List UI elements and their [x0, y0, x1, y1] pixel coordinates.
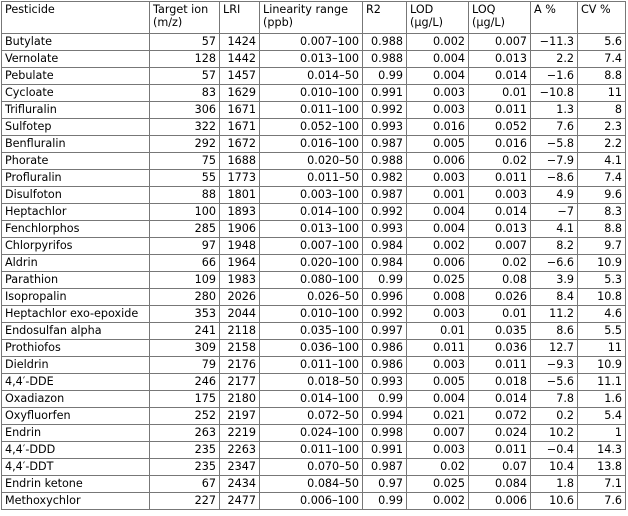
lri-cell: 2219: [220, 425, 260, 442]
r2-cell: 0.97: [363, 476, 407, 493]
target-ion-cell: 57: [150, 34, 220, 51]
lri-cell: 2180: [220, 391, 260, 408]
r2-cell: 0.984: [363, 255, 407, 272]
loq-cell: 0.035: [469, 323, 531, 340]
lri-cell: 1893: [220, 204, 260, 221]
lri-cell: 1801: [220, 187, 260, 204]
cv-percent-cell: 13.8: [578, 459, 626, 476]
r2-cell: 0.988: [363, 51, 407, 68]
loq-cell: 0.018: [469, 374, 531, 391]
loq-cell: 0.014: [469, 68, 531, 85]
a-percent-cell: 10.6: [531, 493, 578, 510]
cv-percent-cell: 5.4: [578, 408, 626, 425]
r2-cell: 0.982: [363, 170, 407, 187]
pesticide-cell: Disulfoton: [2, 187, 150, 204]
lod-cell: 0.016: [407, 119, 469, 136]
loq-cell: 0.08: [469, 272, 531, 289]
cv-percent-cell: 8: [578, 102, 626, 119]
a-percent-cell: 4.1: [531, 221, 578, 238]
lod-cell: 0.002: [407, 238, 469, 255]
pesticide-cell: Parathion: [2, 272, 150, 289]
table-row: [2, 221, 626, 238]
cv-percent-cell: 5.3: [578, 272, 626, 289]
linearity-range-cell: 0.003–100: [260, 187, 363, 204]
lri-cell: 2026: [220, 289, 260, 306]
table-row: [2, 136, 626, 153]
linearity-range-cell: 0.080–100: [260, 272, 363, 289]
pesticide-cell: Heptachlor: [2, 204, 150, 221]
lod-cell: 0.004: [407, 221, 469, 238]
target-ion-cell: 55: [150, 170, 220, 187]
loq-cell: 0.013: [469, 51, 531, 68]
r2-cell: 0.998: [363, 425, 407, 442]
table-row: [2, 34, 626, 51]
target-ion-cell: 128: [150, 51, 220, 68]
target-ion-cell: 309: [150, 340, 220, 357]
cv-percent-cell: 4.1: [578, 153, 626, 170]
pesticide-cell: Endrin ketone: [2, 476, 150, 493]
lod-cell: 0.003: [407, 102, 469, 119]
header-target-ion: Target ion (m/z): [150, 2, 220, 34]
loq-cell: 0.003: [469, 187, 531, 204]
loq-cell: 0.011: [469, 357, 531, 374]
pesticide-cell: 4,4′-DDT: [2, 459, 150, 476]
pesticide-cell: Phorate: [2, 153, 150, 170]
cv-percent-cell: 7.4: [578, 170, 626, 187]
lod-cell: 0.003: [407, 357, 469, 374]
pesticide-cell: Pebulate: [2, 68, 150, 85]
pesticide-cell: Prothiofos: [2, 340, 150, 357]
lri-cell: 2158: [220, 340, 260, 357]
a-percent-cell: 8.4: [531, 289, 578, 306]
header-lri: LRI: [220, 2, 260, 34]
r2-cell: 0.99: [363, 493, 407, 510]
linearity-range-cell: 0.024–100: [260, 425, 363, 442]
cv-percent-cell: 10.8: [578, 289, 626, 306]
linearity-range-cell: 0.007–100: [260, 34, 363, 51]
header-loq: LOQ (μg/L): [469, 2, 531, 34]
r2-cell: 0.988: [363, 153, 407, 170]
cv-percent-cell: 2.3: [578, 119, 626, 136]
lod-cell: 0.003: [407, 442, 469, 459]
a-percent-cell: −5.6: [531, 374, 578, 391]
linearity-range-cell: 0.052–100: [260, 119, 363, 136]
loq-cell: 0.007: [469, 238, 531, 255]
lod-cell: 0.006: [407, 153, 469, 170]
loq-cell: 0.011: [469, 170, 531, 187]
target-ion-cell: 252: [150, 408, 220, 425]
pesticide-cell: Isopropalin: [2, 289, 150, 306]
cv-percent-cell: 5.5: [578, 323, 626, 340]
loq-cell: 0.013: [469, 221, 531, 238]
lod-cell: 0.025: [407, 272, 469, 289]
lri-cell: 1442: [220, 51, 260, 68]
linearity-range-cell: 0.011–50: [260, 170, 363, 187]
a-percent-cell: 3.9: [531, 272, 578, 289]
linearity-range-cell: 0.010–100: [260, 85, 363, 102]
target-ion-cell: 306: [150, 102, 220, 119]
lri-cell: 2434: [220, 476, 260, 493]
lod-cell: 0.025: [407, 476, 469, 493]
target-ion-cell: 66: [150, 255, 220, 272]
lod-cell: 0.011: [407, 340, 469, 357]
target-ion-cell: 353: [150, 306, 220, 323]
linearity-range-cell: 0.014–100: [260, 391, 363, 408]
r2-cell: 0.988: [363, 34, 407, 51]
loq-cell: 0.052: [469, 119, 531, 136]
table-row: [2, 204, 626, 221]
a-percent-cell: −5.8: [531, 136, 578, 153]
r2-cell: 0.984: [363, 238, 407, 255]
a-percent-cell: 2.2: [531, 51, 578, 68]
lod-cell: 0.004: [407, 391, 469, 408]
lri-cell: 2177: [220, 374, 260, 391]
target-ion-cell: 109: [150, 272, 220, 289]
lod-cell: 0.002: [407, 34, 469, 51]
lri-cell: 2118: [220, 323, 260, 340]
cv-percent-cell: 7.6: [578, 493, 626, 510]
pesticide-cell: Cycloate: [2, 85, 150, 102]
r2-cell: 0.991: [363, 442, 407, 459]
pesticide-cell: Oxadiazon: [2, 391, 150, 408]
pesticide-table-container: [1, 1, 626, 510]
r2-cell: 0.993: [363, 119, 407, 136]
lod-cell: 0.005: [407, 374, 469, 391]
a-percent-cell: 10.2: [531, 425, 578, 442]
table-row: [2, 357, 626, 374]
cv-percent-cell: 1.6: [578, 391, 626, 408]
linearity-range-cell: 0.013–100: [260, 221, 363, 238]
table-row: [2, 153, 626, 170]
loq-cell: 0.02: [469, 255, 531, 272]
header-a-percent: A %: [531, 2, 578, 34]
pesticide-cell: Endosulfan alpha: [2, 323, 150, 340]
lod-cell: 0.004: [407, 68, 469, 85]
table-row: [2, 51, 626, 68]
table-row: [2, 459, 626, 476]
target-ion-cell: 100: [150, 204, 220, 221]
cv-percent-cell: 7.4: [578, 51, 626, 68]
table-row: [2, 323, 626, 340]
loq-cell: 0.007: [469, 34, 531, 51]
header-cv-percent: CV %: [578, 2, 626, 34]
target-ion-cell: 227: [150, 493, 220, 510]
target-ion-cell: 75: [150, 153, 220, 170]
lod-cell: 0.003: [407, 85, 469, 102]
pesticide-cell: Endrin: [2, 425, 150, 442]
linearity-range-cell: 0.084–50: [260, 476, 363, 493]
header-pesticide: Pesticide: [2, 2, 150, 34]
lod-cell: 0.005: [407, 136, 469, 153]
linearity-range-cell: 0.036–100: [260, 340, 363, 357]
table-row: [2, 68, 626, 85]
pesticide-cell: Aldrin: [2, 255, 150, 272]
a-percent-cell: 1.8: [531, 476, 578, 493]
target-ion-cell: 235: [150, 459, 220, 476]
r2-cell: 0.993: [363, 374, 407, 391]
pesticide-cell: Trifluralin: [2, 102, 150, 119]
target-ion-cell: 83: [150, 85, 220, 102]
linearity-range-cell: 0.020–50: [260, 153, 363, 170]
header-row: [2, 2, 626, 34]
pesticide-cell: Fenchlorphos: [2, 221, 150, 238]
pesticide-cell: 4,4′-DDD: [2, 442, 150, 459]
lod-cell: 0.002: [407, 493, 469, 510]
table-row: [2, 119, 626, 136]
lri-cell: 2176: [220, 357, 260, 374]
lod-cell: 0.004: [407, 204, 469, 221]
linearity-range-cell: 0.070–50: [260, 459, 363, 476]
a-percent-cell: 0.2: [531, 408, 578, 425]
a-percent-cell: 11.2: [531, 306, 578, 323]
pesticide-cell: Dieldrin: [2, 357, 150, 374]
cv-percent-cell: 7.1: [578, 476, 626, 493]
lri-cell: 1983: [220, 272, 260, 289]
lri-cell: 2347: [220, 459, 260, 476]
r2-cell: 0.99: [363, 272, 407, 289]
a-percent-cell: 7.8: [531, 391, 578, 408]
pesticide-table: [1, 1, 626, 510]
r2-cell: 0.991: [363, 85, 407, 102]
target-ion-cell: 285: [150, 221, 220, 238]
table-row: [2, 238, 626, 255]
r2-cell: 0.992: [363, 204, 407, 221]
pesticide-cell: Profluralin: [2, 170, 150, 187]
loq-cell: 0.011: [469, 102, 531, 119]
a-percent-cell: 8.6: [531, 323, 578, 340]
cv-percent-cell: 8.8: [578, 68, 626, 85]
loq-cell: 0.011: [469, 442, 531, 459]
table-row: [2, 476, 626, 493]
r2-cell: 0.997: [363, 323, 407, 340]
cv-percent-cell: 8.8: [578, 221, 626, 238]
table-row: [2, 187, 626, 204]
pesticide-cell: 4,4′-DDE: [2, 374, 150, 391]
lod-cell: 0.01: [407, 323, 469, 340]
r2-cell: 0.996: [363, 289, 407, 306]
table-row: [2, 493, 626, 510]
lri-cell: 1671: [220, 102, 260, 119]
a-percent-cell: 8.2: [531, 238, 578, 255]
r2-cell: 0.99: [363, 391, 407, 408]
cv-percent-cell: 2.2: [578, 136, 626, 153]
loq-cell: 0.014: [469, 391, 531, 408]
r2-cell: 0.987: [363, 136, 407, 153]
loq-cell: 0.084: [469, 476, 531, 493]
table-row: [2, 340, 626, 357]
target-ion-cell: 67: [150, 476, 220, 493]
linearity-range-cell: 0.014–50: [260, 68, 363, 85]
cv-percent-cell: 11: [578, 85, 626, 102]
linearity-range-cell: 0.007–100: [260, 238, 363, 255]
r2-cell: 0.986: [363, 340, 407, 357]
loq-cell: 0.006: [469, 493, 531, 510]
loq-cell: 0.07: [469, 459, 531, 476]
linearity-range-cell: 0.013–100: [260, 51, 363, 68]
lri-cell: 1672: [220, 136, 260, 153]
linearity-range-cell: 0.072–50: [260, 408, 363, 425]
linearity-range-cell: 0.011–100: [260, 442, 363, 459]
lri-cell: 1948: [220, 238, 260, 255]
lod-cell: 0.008: [407, 289, 469, 306]
lri-cell: 2477: [220, 493, 260, 510]
cv-percent-cell: 14.3: [578, 442, 626, 459]
cv-percent-cell: 5.6: [578, 34, 626, 51]
target-ion-cell: 88: [150, 187, 220, 204]
lri-cell: 1424: [220, 34, 260, 51]
cv-percent-cell: 9.7: [578, 238, 626, 255]
lri-cell: 1671: [220, 119, 260, 136]
target-ion-cell: 280: [150, 289, 220, 306]
target-ion-cell: 263: [150, 425, 220, 442]
table-row: [2, 170, 626, 187]
table-row: [2, 255, 626, 272]
loq-cell: 0.01: [469, 306, 531, 323]
pesticide-cell: Benfluralin: [2, 136, 150, 153]
r2-cell: 0.987: [363, 459, 407, 476]
header-r2: R2: [363, 2, 407, 34]
header-linearity-range: Linearity range (ppb): [260, 2, 363, 34]
cv-percent-cell: 11: [578, 340, 626, 357]
loq-cell: 0.014: [469, 204, 531, 221]
r2-cell: 0.986: [363, 357, 407, 374]
a-percent-cell: −7.9: [531, 153, 578, 170]
lod-cell: 0.021: [407, 408, 469, 425]
lod-cell: 0.001: [407, 187, 469, 204]
pesticide-cell: Vernolate: [2, 51, 150, 68]
target-ion-cell: 322: [150, 119, 220, 136]
linearity-range-cell: 0.011–100: [260, 102, 363, 119]
a-percent-cell: −8.6: [531, 170, 578, 187]
r2-cell: 0.987: [363, 187, 407, 204]
a-percent-cell: −0.4: [531, 442, 578, 459]
loq-cell: 0.072: [469, 408, 531, 425]
a-percent-cell: −6.6: [531, 255, 578, 272]
table-row: [2, 289, 626, 306]
lod-cell: 0.003: [407, 306, 469, 323]
table-row: [2, 85, 626, 102]
lri-cell: 1773: [220, 170, 260, 187]
r2-cell: 0.993: [363, 221, 407, 238]
lod-cell: 0.02: [407, 459, 469, 476]
header-lod: LOD (μg/L): [407, 2, 469, 34]
table-row: [2, 306, 626, 323]
target-ion-cell: 246: [150, 374, 220, 391]
target-ion-cell: 235: [150, 442, 220, 459]
pesticide-cell: Oxyfluorfen: [2, 408, 150, 425]
target-ion-cell: 97: [150, 238, 220, 255]
a-percent-cell: 1.3: [531, 102, 578, 119]
linearity-range-cell: 0.018–50: [260, 374, 363, 391]
pesticide-cell: Chlorpyrifos: [2, 238, 150, 255]
pesticide-cell: Sulfotep: [2, 119, 150, 136]
r2-cell: 0.992: [363, 306, 407, 323]
r2-cell: 0.99: [363, 68, 407, 85]
a-percent-cell: −10.8: [531, 85, 578, 102]
lri-cell: 2044: [220, 306, 260, 323]
cv-percent-cell: 11.1: [578, 374, 626, 391]
a-percent-cell: 4.9: [531, 187, 578, 204]
linearity-range-cell: 0.026–50: [260, 289, 363, 306]
lri-cell: 1688: [220, 153, 260, 170]
r2-cell: 0.994: [363, 408, 407, 425]
table-row: [2, 408, 626, 425]
loq-cell: 0.016: [469, 136, 531, 153]
a-percent-cell: −7: [531, 204, 578, 221]
table-row: [2, 272, 626, 289]
cv-percent-cell: 9.6: [578, 187, 626, 204]
table-row: [2, 102, 626, 119]
a-percent-cell: −1.6: [531, 68, 578, 85]
target-ion-cell: 57: [150, 68, 220, 85]
cv-percent-cell: 8.3: [578, 204, 626, 221]
lod-cell: 0.004: [407, 51, 469, 68]
linearity-range-cell: 0.035–100: [260, 323, 363, 340]
linearity-range-cell: 0.016–100: [260, 136, 363, 153]
table-row: [2, 374, 626, 391]
cv-percent-cell: 4.6: [578, 306, 626, 323]
loq-cell: 0.026: [469, 289, 531, 306]
a-percent-cell: −11.3: [531, 34, 578, 51]
linearity-range-cell: 0.011–100: [260, 357, 363, 374]
linearity-range-cell: 0.010–100: [260, 306, 363, 323]
r2-cell: 0.992: [363, 102, 407, 119]
lod-cell: 0.003: [407, 170, 469, 187]
lri-cell: 1629: [220, 85, 260, 102]
lod-cell: 0.006: [407, 255, 469, 272]
a-percent-cell: 12.7: [531, 340, 578, 357]
lri-cell: 1906: [220, 221, 260, 238]
cv-percent-cell: 10.9: [578, 357, 626, 374]
loq-cell: 0.036: [469, 340, 531, 357]
a-percent-cell: 10.4: [531, 459, 578, 476]
cv-percent-cell: 1: [578, 425, 626, 442]
target-ion-cell: 292: [150, 136, 220, 153]
target-ion-cell: 241: [150, 323, 220, 340]
lri-cell: 2197: [220, 408, 260, 425]
cv-percent-cell: 10.9: [578, 255, 626, 272]
table-row: [2, 425, 626, 442]
target-ion-cell: 175: [150, 391, 220, 408]
linearity-range-cell: 0.014–100: [260, 204, 363, 221]
a-percent-cell: −9.3: [531, 357, 578, 374]
loq-cell: 0.02: [469, 153, 531, 170]
loq-cell: 0.01: [469, 85, 531, 102]
a-percent-cell: 7.6: [531, 119, 578, 136]
pesticide-cell: Heptachlor exo-epoxide: [2, 306, 150, 323]
table-row: [2, 442, 626, 459]
table-row: [2, 391, 626, 408]
pesticide-cell: Butylate: [2, 34, 150, 51]
lri-cell: 2263: [220, 442, 260, 459]
lri-cell: 1457: [220, 68, 260, 85]
loq-cell: 0.024: [469, 425, 531, 442]
pesticide-cell: Methoxychlor: [2, 493, 150, 510]
linearity-range-cell: 0.006–100: [260, 493, 363, 510]
lod-cell: 0.007: [407, 425, 469, 442]
table-body: [2, 34, 626, 510]
linearity-range-cell: 0.020–100: [260, 255, 363, 272]
target-ion-cell: 79: [150, 357, 220, 374]
lri-cell: 1964: [220, 255, 260, 272]
